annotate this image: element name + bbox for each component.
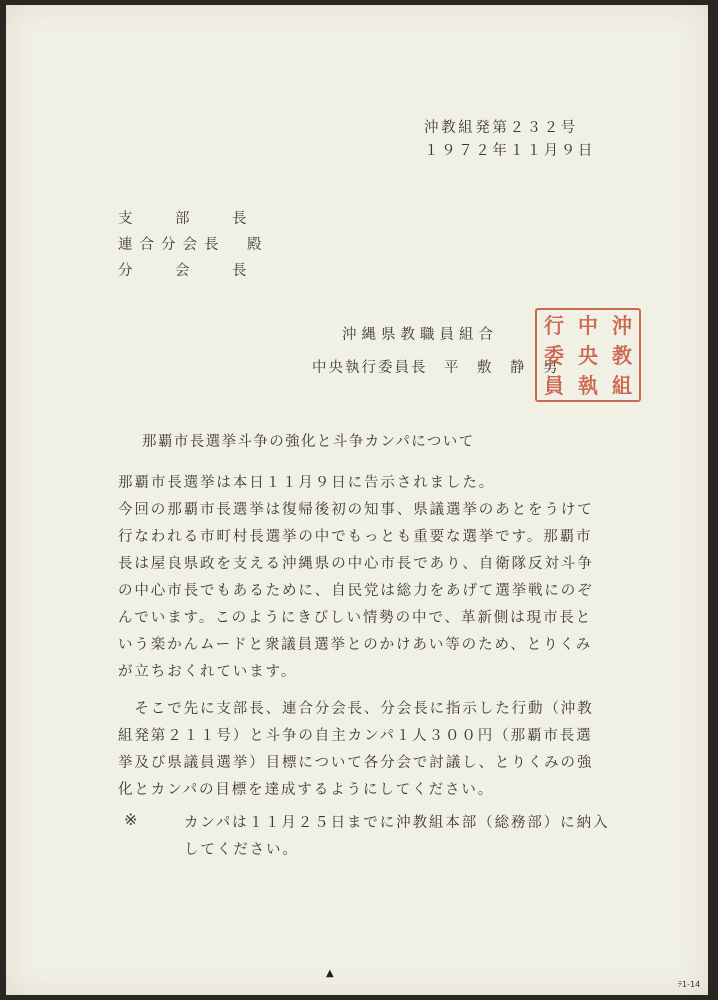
sender-organization: 沖縄県教職員組合: [342, 327, 498, 343]
body-line: が立ちおくれています。: [118, 664, 298, 680]
document-date: １９７２年１１月９日: [424, 143, 595, 159]
stamp-char: 委: [544, 342, 564, 368]
body-line: の中心市長でもあるために、自民党は総力をあげて選挙戦にのぞ: [118, 583, 594, 599]
stamp-char: 員: [544, 372, 564, 398]
arrow-up-icon: ▲: [326, 968, 334, 979]
subject-heading: 那覇市長選挙斗争の強化と斗争カンパについて: [142, 434, 475, 450]
body-line: んでいます。このようにきびしい情勢の中で、革新側は現市長と: [118, 610, 593, 626]
addressee-branch-head: 支 部 長: [118, 211, 261, 227]
stamp-char: 執: [578, 372, 598, 398]
body-line: 化とカンパの目標を達成するようにしてください。: [118, 782, 495, 798]
official-seal-stamp: [535, 308, 641, 402]
sender-title-name: 中央執行委員長 平 敷 静 男: [312, 360, 560, 376]
document-number: 沖教組発第２３２号: [424, 120, 578, 136]
addressee-joint-branch-head: 連合分会長 殿: [118, 237, 269, 253]
stamp-char: 中: [578, 312, 598, 338]
note-line: カンパは１１月２５日までに沖教組本部（総務部）に納入: [184, 815, 610, 831]
stamp-char: 行: [544, 312, 564, 338]
body-line: 長は屋良県政を支える沖縄県の中心市長であり、自衛隊反対斗争: [118, 556, 594, 572]
stamp-char: 沖: [612, 312, 632, 338]
body-line: 那覇市長選挙は本日１１月９日に告示されました。: [118, 475, 496, 491]
document-page: [6, 5, 708, 995]
body-line: 今回の那覇市長選挙は復帰後初の知事、県議選挙のあとをうけて: [118, 502, 594, 518]
archive-label: ﾃ1-14: [678, 980, 701, 989]
body-line: いう楽かんムードと衆議員選挙とのかけあい等のため、とりくみ: [118, 637, 593, 653]
stamp-char: 教: [612, 342, 632, 368]
stamp-char: 組: [612, 372, 632, 398]
body-line: そこで先に支部長、連合分会長、分会長に指示した行動（沖教: [118, 701, 594, 717]
body-line: 行なわれる市町村長選挙の中でもっとも重要な選挙です。那覇市: [118, 529, 593, 545]
addressee-branch-chief: 分 会 長: [118, 263, 261, 279]
note-mark: ※: [124, 810, 141, 829]
body-line: 組発第２１１号）と斗争の自主カンパ１人３００円（那覇市長選: [118, 728, 593, 744]
note-line: してください。: [184, 842, 299, 858]
stamp-char: 央: [578, 342, 598, 368]
body-line: 挙及び県議員選挙）目標について各分会で討議し、とりくみの強: [118, 755, 594, 771]
